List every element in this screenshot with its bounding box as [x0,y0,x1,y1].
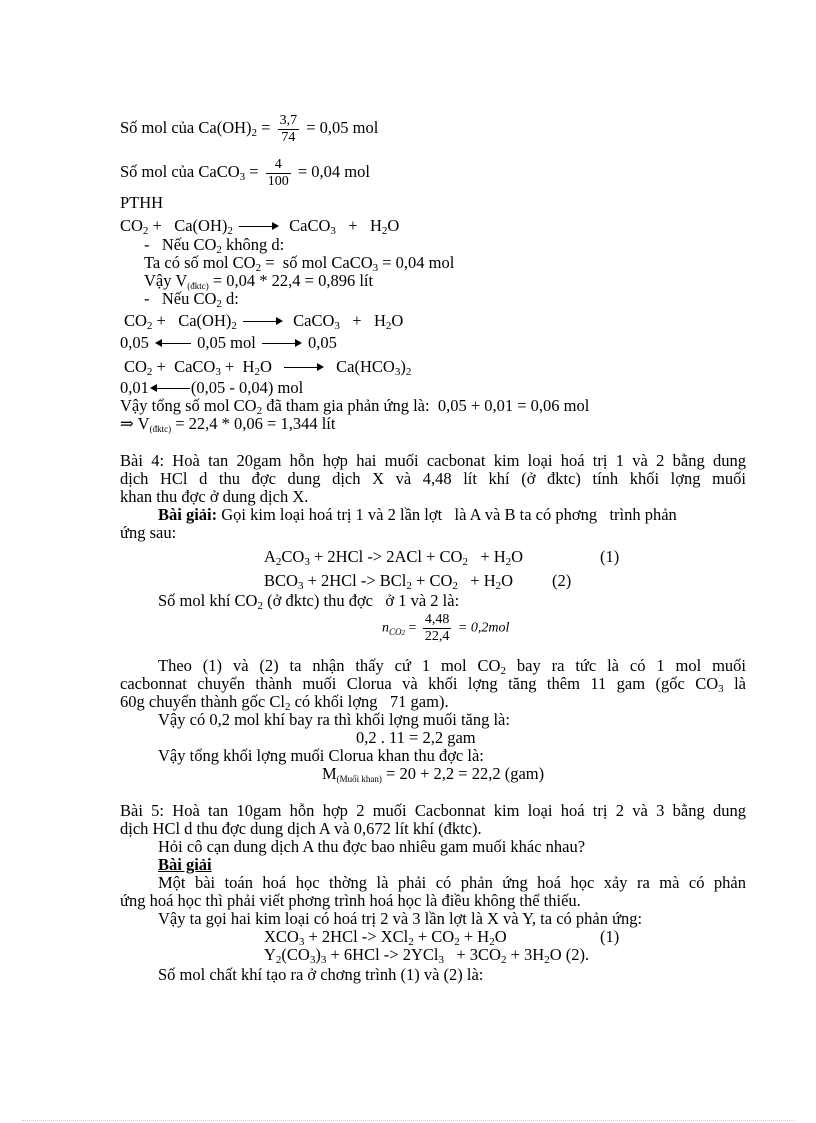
subscript: 3 [298,936,305,948]
subscript: 3 [334,320,340,332]
final-volume-line [120,415,335,433]
bai5-solution-heading: Bài giải [158,855,212,874]
subscript: 3 [394,366,401,378]
numerator: 4 [266,157,291,174]
subscript: 3 [372,262,379,274]
numerator: 4,48 [424,612,450,627]
denominator: 22,4 [424,629,450,644]
text: không d: [221,235,285,254]
subscript: 2 [146,366,153,378]
subscript: 2 [275,954,282,966]
reaction-2 [124,312,403,330]
subscript: 3 [304,556,310,568]
subscript: 3 [718,683,724,695]
text: CO [124,357,147,376]
text: + CO [413,927,455,946]
text: + CO [411,571,453,590]
case-1-line-1 [144,254,454,272]
subscript: 2 [254,366,260,378]
subscript: 2 [255,262,262,274]
subscript: 2 [454,936,460,948]
text: = 0,2mol [457,620,510,636]
subscript: 2 [500,665,506,677]
right-arrow-icon [284,363,324,373]
solution-heading: Bài giải: [158,505,218,524]
bai5-solution-line-3: Vậy ta gọi hai kim loại có hoá trị 2 và 3 lần lợt là X và Y, ta có phản ứng: [158,909,643,928]
subscript: 2 [452,580,458,592]
text: đã tham gia phản ứng là: 0,05 + 0,01 = 0,06 mol [262,396,590,415]
subscript: 2 [257,600,263,612]
text: O [391,311,404,330]
denominator: 74 [281,129,296,145]
subscript: 3 [239,171,246,183]
text: + 6HCl -> 2YCl [326,945,439,964]
fraction [266,157,291,190]
left-arrow-icon [155,339,191,349]
text: = 0,04 * 22,4 = 0,896 lít [208,271,374,290]
bai4-equation-1 [264,548,523,566]
subscript: 2 [495,580,502,592]
pthh-label: PTHH [120,193,164,212]
subscript: 3 [297,580,304,592]
text: (CO [281,945,310,964]
subscript: 2 [146,320,153,332]
page-bottom-divider [22,1120,794,1121]
text: + 2HCl -> XCl [304,927,409,946]
bai5-problem-line-1: Bài 5: Hoà tan 10gam hỗn hợp 2 muối Cacbonnat kim loại hoá trị 2 và 3 bằng dung [120,801,746,820]
subscript: 2 [251,127,258,139]
bai4-solution-line-2: ứng sau: [120,523,177,542]
text: + CaCO [152,357,216,376]
subscript-text: CO [389,626,402,637]
text: Gọi kim loại hoá trị 1 và 2 lần lợt là A và B ta có phơng trình phản [217,505,677,524]
subscript: 2 [381,225,388,237]
text: O [501,571,514,590]
text: CaCO [289,216,331,235]
text: (0,05 - 0,04) mol [190,378,304,397]
text: + H [459,927,490,946]
case-1-heading [144,236,284,254]
text: O [494,927,507,946]
text: CO [120,216,143,235]
text: = 0,05 mol [306,118,379,137]
moles-caoh2-line [120,112,378,146]
right-arrow-icon [262,339,302,349]
text: + Ca(OH) [152,311,232,330]
text: CO [281,547,305,566]
bai4-theo-line-4: Vậy có 0,2 mol khí bay ra thì khối lợng muối tăng là: [158,710,510,729]
text: Ta có số mol CO [144,253,256,272]
denominator: 100 [267,173,289,189]
text: bay ra tức là có 1 mol muối [505,656,746,675]
subscript: 2 [405,366,412,378]
mol-line-2 [120,334,337,352]
subscript: 2 [462,556,468,568]
fraction [278,113,300,146]
bai4-theo-line-6: Vậy tổng khối lợng muối Clorua khan thu đợc là: [158,746,484,765]
text: XCO [264,927,299,946]
bai4-theo-line-2 [120,675,746,693]
text: có khối lợng 71 gam). [290,692,449,711]
case-2-heading [144,290,239,308]
text: = 22,4 * 0,06 = 1,344 lít [171,414,336,433]
bai4-theo-line-1 [158,657,746,675]
text: = 0,04 mol [378,253,455,272]
subscript: 2 [227,225,233,237]
text: O (2). [549,945,590,964]
text: Số mol của Ca(OH) [120,118,252,137]
text: + 2HCl -> BCl [303,571,407,590]
subscript: 2 [142,225,149,237]
text: + H [220,357,255,376]
subscript: (đktc) [187,281,209,291]
bai4-problem-line-1: Bài 4: Hoà tan 20gam hỗn hợp hai muối cacbonat kim loại hoá trị 1 và 2 bằng dung [120,451,746,470]
subscript: 2 [231,320,237,332]
text: CaCO [293,311,335,330]
subscript: 2 [256,405,263,417]
right-arrow-icon [239,222,279,232]
subscript: (Muối khan) [336,774,382,784]
text: Ca(HCO [336,357,395,376]
text: O [387,216,400,235]
subscript: 3 [215,366,221,378]
text: + 3CO [443,945,501,964]
bai4-equation-2 [264,572,513,590]
text: + H [335,216,382,235]
text: - Nếu CO [144,235,217,254]
bai4-theo-line-3 [120,693,449,711]
text: Theo (1) và (2) ta nhận thấy cứ 1 mol CO [158,656,501,675]
subscript: 2 [385,320,392,332]
fraction [423,612,452,645]
subscript [389,627,405,637]
text: - Nếu CO [144,289,217,308]
text: 0,01 [120,378,149,397]
moles-caco3-line [120,156,370,190]
bai5-equation-2 [264,946,589,964]
text: = [245,162,259,181]
text: M [322,764,337,783]
text: O [511,547,524,566]
subscript: 2 [284,701,291,713]
text: Số mol khí CO [158,591,258,610]
text: O [259,357,272,376]
text: Vậy V [144,271,188,290]
text: + H [467,547,506,566]
subscript: 3 [330,225,336,237]
text: Y [264,945,276,964]
text: Số mol của CaCO [120,162,240,181]
bai4-n-co2-formula [382,612,509,645]
right-arrow-icon [243,317,283,327]
text: ) [315,945,321,964]
text: 0,05 mol [197,333,256,352]
mol-line-3 [120,379,303,397]
bai4-equation-1-number: (1) [600,547,620,566]
text: + H [339,311,386,330]
subscript: (đktc) [149,424,172,434]
text: + Ca(OH) [148,216,228,235]
bai4-problem-line-2: dịch HCl d thu đợc dung dịch X và 4,48 lít khí (ở đktc) tính khối lợng muối [120,469,746,488]
bai4-theo-line-7 [322,765,544,783]
reaction-3 [124,358,411,376]
subscript: 3 [438,954,444,966]
bai4-equation-2-number: (2) [552,571,572,590]
bai5-solution-line-4: Số mol chất khí tạo ra ở chơng trình (1) và (2) là: [158,965,484,984]
text: n [382,620,389,636]
bai5-solution-line-1: Một bài toán hoá học thờng là phải có phản ứng hoá học xảy ra mà có phản [158,873,746,892]
text: Vậy tổng số mol CO [120,396,257,415]
text: + H [457,571,496,590]
total-co2-line [120,397,589,415]
bai4-mol-co2-line [158,592,459,610]
text: (ở đktc) thu đợc ở 1 và 2 là: [262,591,460,610]
bai4-problem-line-3: khan thu đợc ở dung dịch X. [120,487,309,506]
text: ) [400,357,406,376]
text: CO [124,311,147,330]
subscript: 2 [408,936,414,948]
text: V [133,414,150,433]
text: cacbonnat chuyển thành muối Clorua và khối lợng tăng thêm 11 gam (gốc CO [120,674,719,693]
subscript: 3 [309,954,316,966]
reaction-1 [120,217,399,235]
text: A [264,547,276,566]
bai4-theo-line-5: 0,2 . 11 = 2,2 gam [356,728,476,747]
subscript: 2 [406,580,412,592]
subscript: 3 [320,954,327,966]
case-1-line-2 [144,272,373,290]
bai4-solution-line-1 [158,506,746,524]
subscript: 2 [500,954,507,966]
subscript: 2 [505,556,512,568]
text: = 20 + 2,2 = 22,2 (gam) [381,764,545,783]
subscript: 2 [216,298,222,310]
text: 0,05 [308,333,337,352]
subscript: 2 [544,954,550,966]
implies-icon: ⇒ [120,414,134,433]
text: = [405,620,417,636]
text: + 3H [506,945,545,964]
subscript: 2 [275,556,282,568]
numerator: 3,7 [279,112,298,128]
bai5-equation-1 [264,928,507,946]
bai5-problem-line-2: dịch HCl d thu đợc dung dịch A và 0,672 lít khí (đktc). [120,819,482,838]
text: d: [221,289,239,308]
subscript: 2 [489,936,495,948]
text: = 0,04 mol [297,162,370,181]
text: BCO [264,571,298,590]
left-arrow-icon [150,384,190,394]
text: = [257,118,271,137]
bai5-problem-line-3: Hỏi cô cạn dung dịch A thu đợc bao nhiêu gam muối khác nhau? [158,837,586,856]
text: 0,05 [120,333,149,352]
subscript: 2 [216,244,222,256]
bai5-solution-line-2: ứng hoá học thì phải viết phơng trình hoá học là điều không thể thiếu. [120,891,581,910]
text: = số mol CaCO [261,253,373,272]
bai5-equation-1-number: (1) [600,927,620,946]
text: là [723,674,746,693]
subscript-text: 2 [401,628,406,637]
text: 60g chuyển thành gốc Cl [120,692,285,711]
text: + 2HCl -> 2ACl + CO [309,547,463,566]
